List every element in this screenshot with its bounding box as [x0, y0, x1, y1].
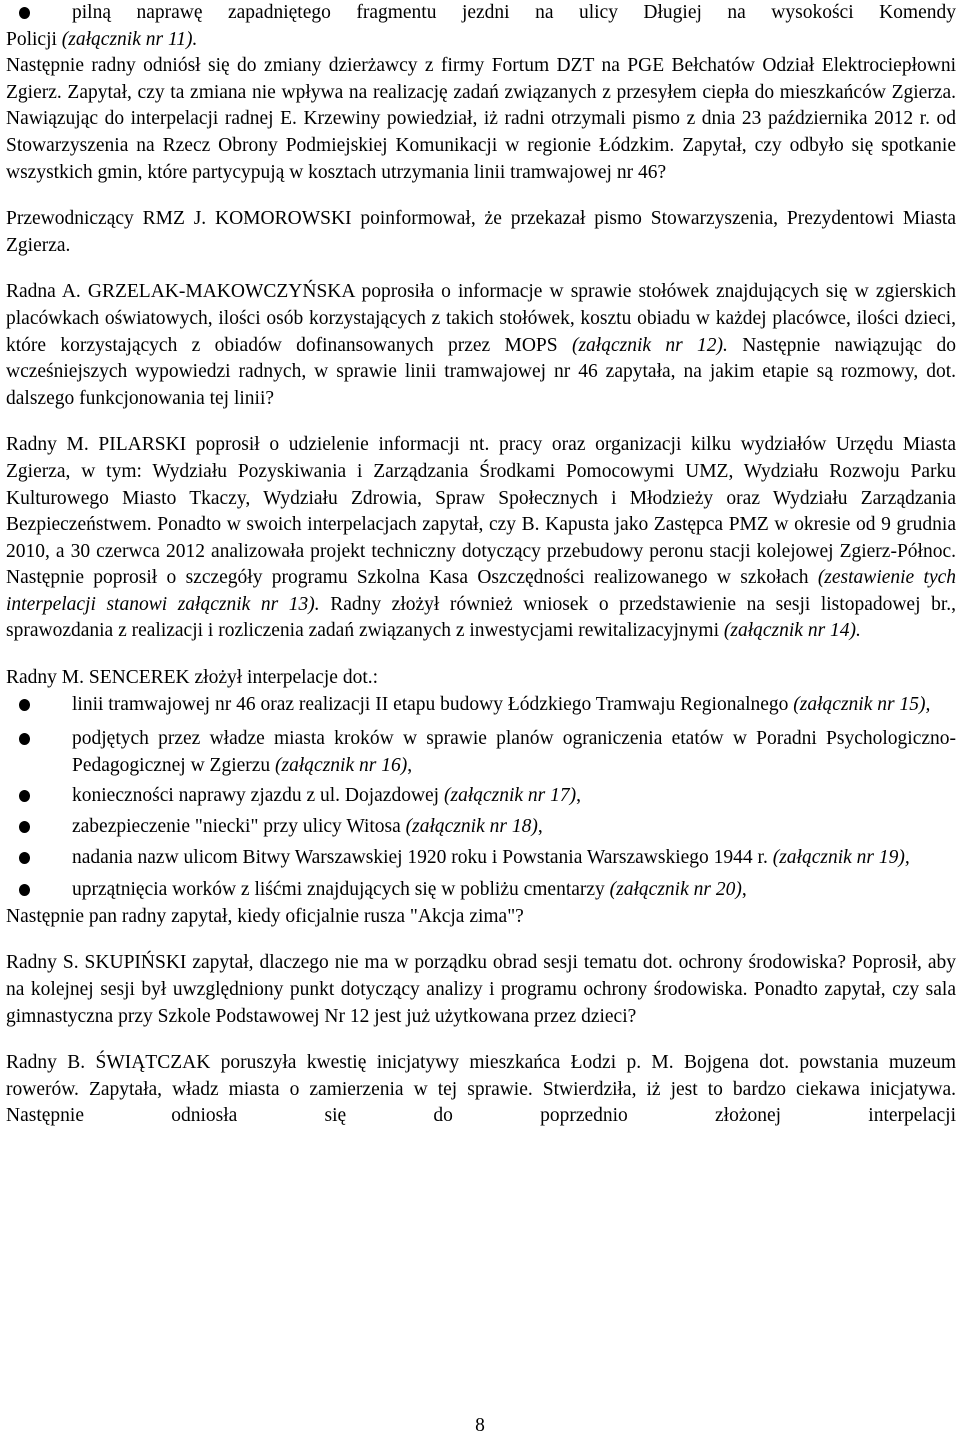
bullet-icon	[19, 852, 30, 864]
attachment-reference: (załącznik nr 16)	[275, 754, 408, 776]
paragraph-sencerek-outro: Następnie pan radny zapytał, kiedy oficjalnie rusza "Akcja zima"?	[6, 905, 524, 927]
bullet-continuation: Policji (załącznik nr 11).	[6, 28, 198, 50]
paragraph-skupinski: Radny S. SKUPIŃSKI zapytał, dlaczego nie ma w porządku obrad sesji tematu dot. ochrony środowiska? Poprosił, aby na kolejnej sesji był uwzględniony punkt dotyczący analizy i programu ochrony środowiska. Ponadto zapytał, czy sala gimnastyczna przy Szkole Podstawowej Nr 12 jest już użytkowana przez dzieci?	[6, 952, 956, 1027]
attachment-reference: (załącznik nr 19),	[772, 846, 910, 868]
paragraph-pilarski: Radny M. PILARSKI poprosił o udzielenie informacji nt. pracy oraz organizacji kilku wydziałów Urzędu Miasta Zgierza, w tym: Wydziału Pozyskiwania i Zarządzania Środkami Pomocowymi UMZ, Wydziału Rozwoju Parku Kulturowego Miasto Tkaczy, Wydziału Zdrowia, Spraw Społecznych i Młodzieży oraz Wydziału Zarządzania Bezpieczeństwem. Ponadto w swoich interpelacjach zapytał, czy B. Kapusta jako Zastępca PMZ w okresie od 9 grudnia 2010, a 30 czerwca 2012 analizowała projekt techniczny dotyczący przebudowy peronu stacji kolejowej Zgierz-Północ. Następnie poprosił o szczegóły programu Szkolna Kasa Oszczędności realizowanego w szkołach (zestawienie tych interpelacji stanowi załącznik nr 13). Radny złożył również wniosek o przedstawienie na sesji listopadowej br., sprawozdania z realizacji i rozliczenia zadań związanych z inwestycjami rewitalizacyjnymi (załącznik nr 14).	[6, 434, 957, 642]
attachment-reference: (załącznik nr 20)	[609, 879, 742, 901]
paragraph-grzelak: Radna A. GRZELAK-MAKOWCZYŃSKA poprosiła o informacje w sprawie stołówek znajdujących się w zgierskich placówkach oświatowych, ilości osób korzystających z takich stołówek, kosztu obiadu w każdej placówce, ilości dzieci, które korzystających z obiadów dofinansowanych przez MOPS (załącznik nr 12). Następnie nawiązując do wcześniejszych wypowiedzi radnych, w sprawie linii tramwajowej nr 46 zapytała, na jakim etapie są rozmowy, dot. dalszego funkcjonowania tej linii?	[6, 281, 957, 409]
paragraph-komorowski: Przewodniczący RMZ J. KOMOROWSKI poinformował, że przekazał pismo Stowarzyszenia, Prezydentowi Miasta Zgierza.	[6, 208, 956, 256]
list-item	[6, 0, 956, 27]
paragraph-sencerek-intro: Radny M. SENCEREK złożył interpelacje dot.:	[6, 667, 379, 689]
paragraph-dzt: Następnie radny odniósł się do zmiany dzierżawcy z firmy Fortum DZT na PGE Bełchatów Odział Elektrociepłowni Zgierz. Zapytał, czy ta zmiana nie wpływa na realizację zadań związanych z przesyłem ciepła do mieszkańców Zgierza. Nawiązując do interpelacji radnej E. Krzewiny powiedział, iż radni otrzymali pismo z dnia 23 października 2012 r. od Stowarzyszenia na Rzecz Obrony Podmiejskiej Komunikacji w regionie Łódzkim. Zapytał, czy odbyło się spotkanie wszystkich gmin, które partycypują w kosztach utrzymania linii tramwajowej nr 46?	[6, 55, 956, 183]
sencerek-list	[6, 692, 956, 904]
bullet-icon	[19, 699, 30, 711]
attachment-reference: (załącznik nr 18)	[405, 816, 538, 838]
list-item: konieczności naprawy zjazdu z ul. Dojazdowej (załącznik nr 17),	[6, 783, 956, 810]
paragraph-swiatczak: Radny B. ŚWIĄTCZAK poruszyła kwestię inicjatywy mieszkańca Łodzi p. M. Bojgena dot. powstania muzeum rowerów. Zapytała, władz miasta o zamierzenia w tej sprawie. Stwierdziła, iż jest to bardzo ciekawa inicjatywa. Następnie odniosła się do poprzednio złożonej interpelacji	[6, 1052, 956, 1127]
list-item: zabezpieczenie "niecki" przy ulicy Witosa (załącznik nr 18),	[6, 814, 956, 841]
bullet-icon	[19, 884, 30, 896]
attachment-reference: (załącznik nr 15),	[793, 693, 931, 715]
bullet-icon	[19, 790, 30, 802]
bullet-icon	[19, 733, 30, 745]
attachment-reference: (załącznik nr 17)	[443, 785, 577, 807]
attachment-reference: (załącznik nr 12).	[571, 334, 728, 356]
bullet-icon	[19, 7, 30, 19]
attachment-reference: (zestawienie tych interpelacji stanowi załącznik nr 13).	[6, 567, 957, 615]
list-item: uprzątnięcia worków z liśćmi znajdujących się w pobliżu cmentarzy (załącznik nr 20),	[6, 877, 956, 904]
list-item: podjętych przez władze miasta kroków w sprawie planów ograniczenia etatów w Poradni Psychologiczno-Pedagogicznej w Zgierzu (załącznik nr 16),	[6, 726, 956, 779]
bullet-icon	[19, 821, 30, 833]
bullet-text: pilną naprawę zapadniętego fragmentu jezdni na ulicy Długiej na wysokości Komendy	[72, 2, 956, 23]
list-item: nadania nazw ulicom Bitwy Warszawskiej 1920 roku i Powstania Warszawskiego 1944 r. (załącznik nr 19),	[6, 845, 956, 872]
list-item: linii tramwajowej nr 46 oraz realizacji II etapu budowy Łódzkiego Tramwaju Regionalnego (załącznik nr 15),	[6, 692, 956, 719]
attachment-reference: (załącznik nr 14).	[723, 620, 861, 642]
document-page	[6, 0, 956, 1130]
attachment-reference: (załącznik nr 11).	[61, 28, 198, 50]
page-number: 8	[475, 1415, 485, 1436]
